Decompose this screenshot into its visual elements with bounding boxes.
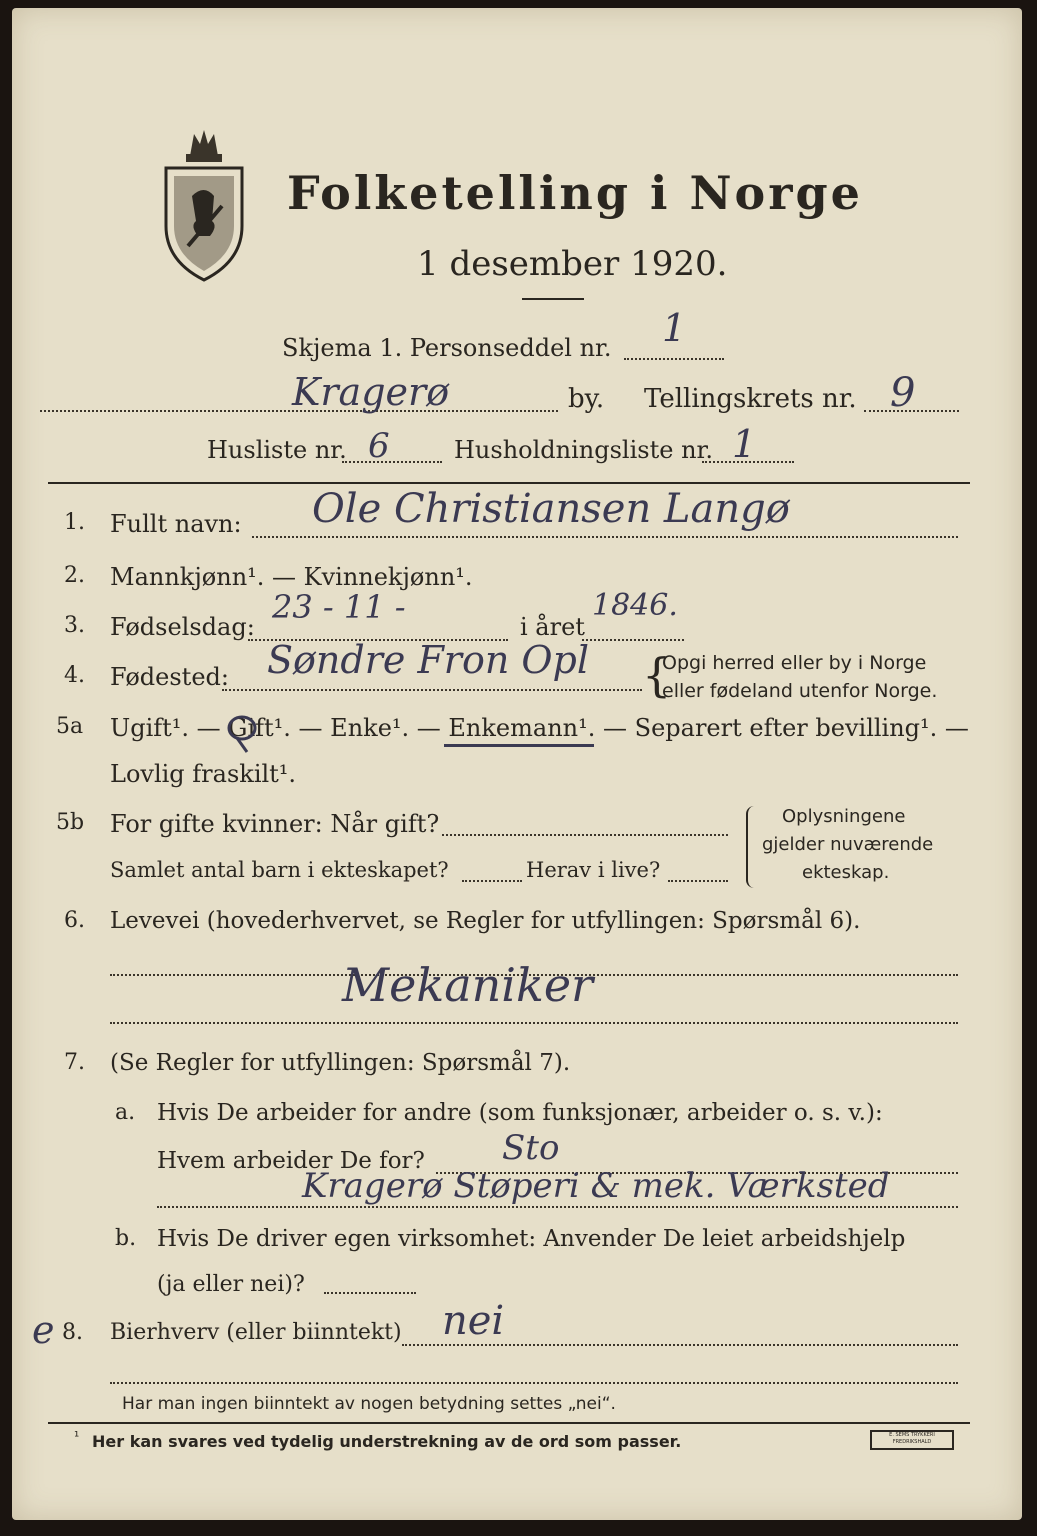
by-value: Kragerø — [292, 370, 450, 414]
q4-number: 4. — [64, 663, 85, 688]
q7b-line — [324, 1292, 416, 1294]
q2-number: 2. — [64, 563, 85, 588]
q5b-children-line — [462, 880, 522, 882]
q4-note-line2: eller fødeland utenfor Norge. — [662, 680, 938, 702]
norwegian-coat-of-arms-icon — [162, 126, 246, 284]
husliste-value: 6 — [368, 426, 390, 466]
q8-line — [402, 1344, 958, 1346]
q6-value: Mekaniker — [342, 958, 594, 1012]
q8-value: nei — [442, 1298, 505, 1344]
skjema-line — [624, 358, 724, 360]
q7a-line2-dots — [157, 1206, 958, 1208]
q5b-married-line — [442, 834, 728, 836]
q1-number: 1. — [64, 510, 85, 535]
footnote-mark: ¹ — [74, 1430, 80, 1445]
q5b-bracket — [746, 806, 758, 888]
husliste-line — [342, 461, 442, 463]
q7b-line2: (ja eller nei)? — [157, 1272, 305, 1297]
form-title: Folketelling i Norge — [287, 166, 863, 220]
q5a-gift-mark — [217, 708, 267, 754]
q3-day-value: 23 - 11 - — [272, 588, 406, 626]
q5a-number: 5a — [56, 714, 84, 739]
q4-note-line1: Opgi herred eller by i Norge — [662, 652, 927, 674]
q4-value: Søndre Fron Opl — [267, 638, 590, 682]
q4-label: Fødested: — [110, 663, 229, 691]
q3-year-label: i året — [520, 613, 585, 641]
husholdning-label: Husholdningsliste nr. — [454, 436, 713, 464]
title-divider — [522, 298, 584, 300]
q7b-line1: Hvis De driver egen virksomhet: Anvender De leiet arbeidshjelp — [157, 1226, 906, 1252]
footer-note: Har man ingen biinntekt av nogen betydning settes „nei“. — [122, 1394, 616, 1414]
q3-year-line — [582, 639, 684, 641]
q8-prefix-mark: e — [32, 1308, 55, 1352]
q8-label: Bierhverv (eller biinntekt) — [110, 1320, 402, 1345]
footer-separator — [48, 1422, 970, 1424]
q1-line — [252, 536, 958, 538]
q7-number: 7. — [64, 1050, 85, 1075]
q4-line — [222, 689, 642, 691]
q5a-enkemann-underline — [444, 744, 594, 747]
form-date: 1 desember 1920. — [417, 244, 728, 284]
printer-stamp-text: E. SEMS TRYKKERI FREDRIKSHALD — [889, 1432, 935, 1445]
q6-label: Levevei (hovederhvervet, se Regler for utfyllingen: Spørsmål 6). — [110, 908, 861, 934]
tellingskrets-value: 9 — [890, 370, 916, 416]
skjema-value: 1 — [662, 306, 687, 350]
q7a-letter: a. — [115, 1100, 136, 1125]
q5b-note-line2: gjelder nuværende — [762, 834, 934, 855]
q7a-value1: Sto — [502, 1128, 560, 1168]
q7-label: (Se Regler for utfyllingen: Spørsmål 7). — [110, 1050, 571, 1076]
q5b-label2: Samlet antal barn i ekteskapet? — [110, 858, 449, 882]
q5b-label3: Herav i live? — [526, 858, 661, 882]
q4-brace: { — [642, 648, 672, 702]
census-form-page — [12, 8, 1022, 1520]
q3-year-value: 1846. — [592, 588, 678, 623]
q7a-line1: Hvis De arbeider for andre (som funksjonær, arbeider o. s. v.): — [157, 1100, 883, 1126]
q8-line2 — [110, 1382, 958, 1384]
q6-number: 6. — [64, 908, 85, 933]
q5b-note-line3: ekteskap. — [802, 862, 890, 883]
q3-label: Fødselsdag: — [110, 613, 255, 641]
q5a-line1: Ugift¹. — Gift¹. — Enke¹. — Enkemann¹. — Separert efter bevilling¹. — — [110, 714, 969, 742]
husliste-label: Husliste nr. — [207, 436, 347, 464]
q7a-value2: Kragerø Støperi & mek. Værksted — [302, 1166, 890, 1206]
q7a-line2: Hvem arbeider De for? — [157, 1148, 425, 1174]
q5b-number: 5b — [56, 810, 85, 835]
footnote-text: Her kan svares ved tydelig understrekning av de ord som passer. — [92, 1432, 682, 1451]
q2-label: Mannkjønn¹. — Kvinnekjønn¹. — [110, 563, 473, 591]
q8-number: 8. — [62, 1320, 83, 1345]
printer-stamp — [870, 1430, 954, 1450]
q3-number: 3. — [64, 613, 85, 638]
skjema-label: Skjema 1. Personseddel nr. — [282, 334, 612, 362]
header-separator — [48, 482, 970, 484]
husholdning-value: 1 — [732, 422, 757, 466]
q5b-label1: For gifte kvinner: Når gift? — [110, 810, 440, 838]
tellingskrets-label: Tellingskrets nr. — [644, 384, 857, 414]
q5b-alive-line — [668, 880, 728, 882]
q5a-line2: Lovlig fraskilt¹. — [110, 760, 297, 788]
q1-label: Fullt navn: — [110, 510, 242, 538]
q1-value: Ole Christiansen Langø — [312, 486, 790, 532]
by-label: by. — [568, 384, 605, 414]
q7b-letter: b. — [115, 1226, 137, 1251]
q6-line2 — [110, 1022, 958, 1024]
q5b-note-line1: Oplysningene — [782, 806, 906, 827]
